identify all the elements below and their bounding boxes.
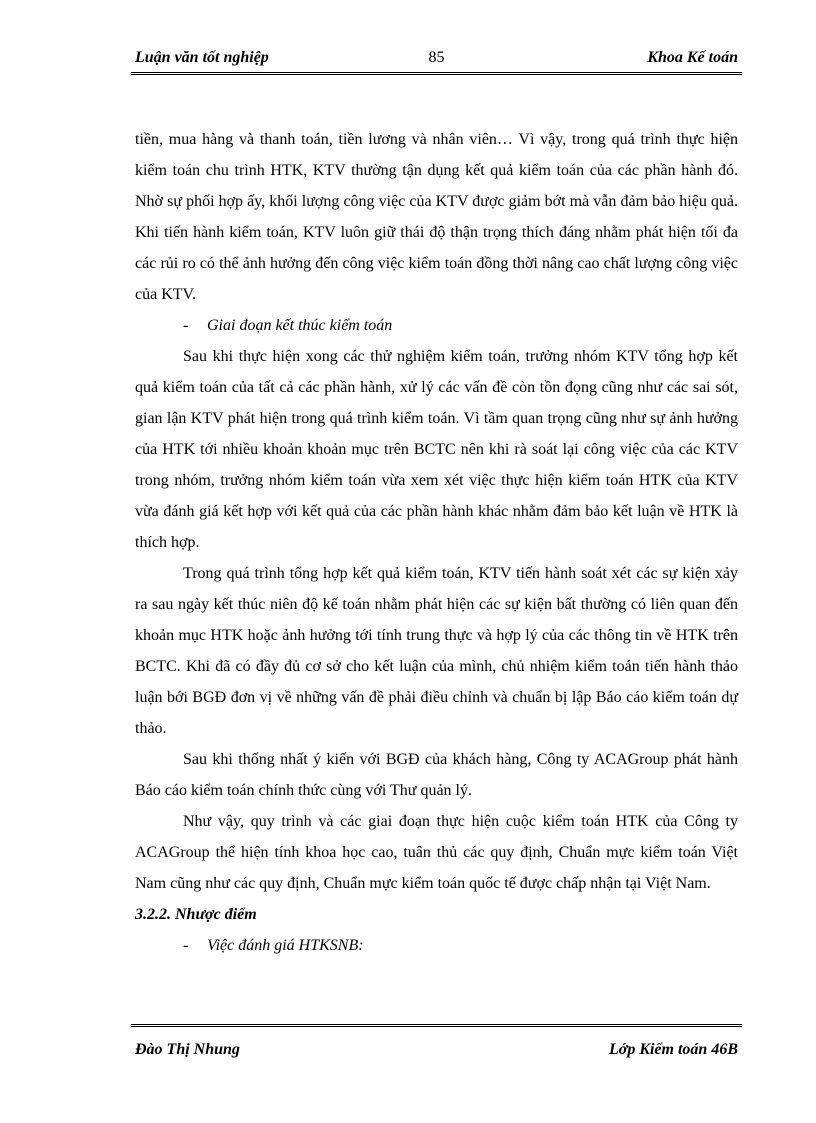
page-number: 85	[428, 49, 445, 66]
paragraph-1: tiền, mua hàng và thanh toán, tiền lương và nhân viên… Vì vậy, trong quá trình thực hiện kiểm toán chu trình HTK, KTV thường tận dụng kết quả kiểm toán của các phần hành đó. Nhờ sự phối hợp ấy, khối lượng công việc của KTV được giảm bớt mà vẫn đảm bảo hiệu quả. Khi tiến hành kiểm toán, KTV luôn giữ thái độ thận trọng thích đáng nhằm phát hiện tối đa các rủi ro có thể ảnh hưởng đến công việc kiểm toán đồng thời nâng cao chất lượng công việc của KTV.	[135, 131, 738, 303]
body-text	[135, 124, 738, 961]
bullet-item-2-text: Việc đánh giá HTKSNB:	[207, 937, 364, 954]
bullet-item-2	[135, 930, 738, 961]
footer-author: Đào Thị Nhung	[135, 1041, 240, 1058]
header-thesis-title: Luận văn tốt nghiệp	[135, 49, 269, 66]
paragraph-5: Như vậy, quy trình và các giai đoạn thực hiện cuộc kiểm toán HTK của Công ty ACAGroup thể hiện tính khoa học cao, tuân thủ các quy định, Chuẩn mực kiểm toán Việt Nam cũng như các quy định, Chuẩn mực kiểm toán quốc tế được chấp nhận tại Việt Nam.	[135, 813, 738, 892]
page-header	[131, 46, 742, 75]
bullet-item-1-text: Giai đoạn kết thúc kiểm toán	[207, 317, 393, 334]
footer-class: Lớp Kiểm toán 46B	[608, 1041, 738, 1058]
bullet-item-1	[135, 310, 738, 341]
paragraph-3: Trong quá trình tổng hợp kết quả kiểm toán, KTV tiến hành soát xét các sự kiện xảy ra sau ngày kết thúc niên độ kế toán nhằm phát hiện các sự kiện bất thường có liên quan đến khoản mục HTK hoặc ảnh hưởng tới tính trung thực và hợp lý của các thông tin về HTK trên BCTC. Khi đã có đầy đủ cơ sở cho kết luận của mình, chủ nhiệm kiểm toán tiến hành thảo luận bới BGĐ đơn vị về những vấn đề phải điều chỉnh và chuẩn bị lập Báo cáo kiểm toán dự thảo.	[135, 565, 738, 737]
header-faculty: Khoa Kế toán	[647, 49, 738, 66]
dash-marker: -	[183, 317, 189, 334]
document-page	[131, 40, 742, 1086]
paragraph-4: Sau khi thống nhất ý kiến với BGĐ của khách hàng, Công ty ACAGroup phát hành Báo cáo kiểm toán chính thức cùng với Thư quản lý.	[135, 751, 738, 799]
page-footer	[131, 1024, 742, 1067]
section-heading: 3.2.2. Nhược điểm	[135, 906, 257, 923]
paragraph-2: Sau khi thực hiện xong các thử nghiệm kiểm toán, trưởng nhóm KTV tổng hợp kết quả kiểm toán của tất cả các phần hành, xử lý các vấn đề còn tồn đọng cũng như các sai sót, gian lận KTV phát hiện trong quá trình kiểm toán. Vì tầm quan trọng cũng như sự ảnh hưởng của HTK tới nhiều khoản khoản mục trên BCTC nên khi rà soát lại công việc của các KTV trong nhóm, trưởng nhóm kiểm toán vừa xem xét việc thực hiện kiểm toán HTK của KTV vừa đánh giá kết hợp với kết quả của các phần hành khác nhằm đảm bảo kết luận về HTK là thích hợp.	[135, 348, 738, 551]
dash-marker: -	[183, 937, 189, 954]
